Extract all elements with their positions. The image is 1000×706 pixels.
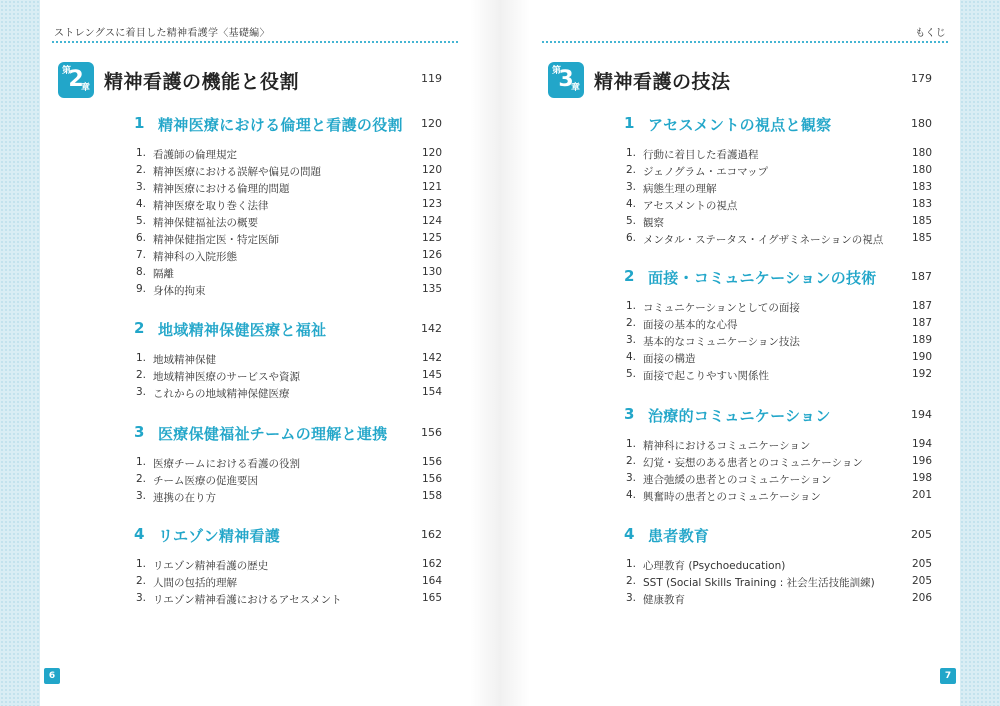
item-title: 精神保健指定医・特定医師 xyxy=(153,234,279,246)
item-title: 病態生理の理解 xyxy=(643,183,717,195)
item-title: 精神医療における誤解や偏見の問題 xyxy=(153,166,321,178)
item-page: 192 xyxy=(911,368,932,380)
section-number: 2 xyxy=(624,267,635,285)
item-title: 面接で起こりやすい関係性 xyxy=(643,370,769,382)
toc-item[interactable] xyxy=(136,490,442,506)
item-page: 120 xyxy=(421,147,442,159)
item-title: 看護師の倫理規定 xyxy=(153,149,237,161)
item-title: チーム医療の促進要因 xyxy=(153,475,258,487)
item-title: 精神科におけるコミュニケーション xyxy=(643,440,811,452)
chapter-number: 3 xyxy=(558,67,574,92)
chapter-page: 119 xyxy=(421,72,442,85)
toc-item[interactable] xyxy=(136,575,442,591)
toc-item[interactable] xyxy=(136,215,442,231)
toc-item[interactable] xyxy=(136,473,442,489)
chapter-badge-prefix: 第 xyxy=(62,66,72,76)
item-title: 精神医療における倫理的問題 xyxy=(153,183,290,195)
section-heading[interactable] xyxy=(134,113,442,135)
item-number: 4. xyxy=(626,489,637,501)
item-title: 行動に着目した看護過程 xyxy=(643,149,759,161)
item-number: 2. xyxy=(136,575,147,587)
section-title: 精神医療における倫理と看護の役割 xyxy=(158,116,403,134)
item-page: 156 xyxy=(421,456,442,468)
item-number: 3. xyxy=(626,334,637,346)
item-page: 180 xyxy=(911,147,932,159)
item-title: 精神保健福祉法の概要 xyxy=(153,217,258,229)
item-number: 1. xyxy=(626,300,637,312)
chapter-title: 精神看護の技法 xyxy=(594,71,731,93)
left-page xyxy=(40,0,470,706)
item-title: 隔離 xyxy=(153,268,174,280)
section-title: 医療保健福祉チームの理解と連携 xyxy=(158,425,388,443)
item-page: 145 xyxy=(421,369,442,381)
item-page: 198 xyxy=(911,472,932,484)
item-number: 1. xyxy=(626,558,637,570)
section-heading[interactable] xyxy=(624,266,932,288)
toc-item[interactable] xyxy=(626,455,932,471)
item-page: 194 xyxy=(911,438,932,450)
item-title: 医療チームにおける看護の役割 xyxy=(153,458,300,470)
item-title: 身体的拘束 xyxy=(153,285,206,297)
toc-item[interactable] xyxy=(626,368,932,384)
item-title: 面接の基本的な心得 xyxy=(643,319,738,331)
item-number: 2. xyxy=(626,575,637,587)
item-page: 154 xyxy=(421,386,442,398)
item-number: 2. xyxy=(626,317,637,329)
toc-item[interactable] xyxy=(626,592,932,608)
section-page: 180 xyxy=(911,117,932,130)
chapter-number: 2 xyxy=(68,67,84,92)
item-title: 基本的なコミュニケーション技法 xyxy=(643,336,800,348)
item-number: 3. xyxy=(626,592,637,604)
item-number: 6. xyxy=(626,232,637,244)
section-title: リエゾン精神看護 xyxy=(158,527,281,545)
item-page: 183 xyxy=(911,181,932,193)
item-title: ジェノグラム・エコマップ xyxy=(643,166,769,178)
item-page: 206 xyxy=(911,592,932,604)
section-number: 2 xyxy=(134,319,145,337)
right-margin-pattern xyxy=(960,0,1000,706)
toc-item[interactable] xyxy=(136,592,442,608)
item-title: メンタル・ステータス・イグザミネーションの視点 xyxy=(643,234,884,246)
item-number: 3. xyxy=(136,386,147,398)
toc-item[interactable] xyxy=(626,351,932,367)
item-number: 3. xyxy=(136,181,147,193)
chapter-badge-suffix: 章 xyxy=(570,83,580,93)
chapter-title: 精神看護の機能と役割 xyxy=(104,71,300,93)
item-page: 196 xyxy=(911,455,932,467)
chapter-heading[interactable] xyxy=(58,62,442,98)
item-title: 健康教育 xyxy=(643,594,685,606)
item-title: 観察 xyxy=(643,217,664,229)
item-number: 9. xyxy=(136,283,147,295)
item-page: 205 xyxy=(911,558,932,570)
section-page: 156 xyxy=(421,426,442,439)
item-page: 183 xyxy=(911,198,932,210)
page-number-right: 7 xyxy=(940,668,956,684)
section-title: アセスメントの視点と観察 xyxy=(648,116,832,134)
item-number: 3. xyxy=(136,490,147,502)
item-page: 165 xyxy=(421,592,442,604)
item-page: 205 xyxy=(911,575,932,587)
section-number: 3 xyxy=(624,405,635,423)
item-page: 156 xyxy=(421,473,442,485)
toc-item[interactable] xyxy=(136,352,442,368)
item-number: 2. xyxy=(136,473,147,485)
item-page: 189 xyxy=(911,334,932,346)
toc-item[interactable] xyxy=(626,334,932,350)
item-title: 地域精神医療のサービスや資源 xyxy=(153,371,300,383)
item-title: リエゾン精神看護の歴史 xyxy=(153,560,269,572)
item-title: 人間の包括的理解 xyxy=(153,577,237,589)
section-title: 面接・コミュニケーションの技術 xyxy=(648,269,877,287)
chapter-badge xyxy=(548,62,584,98)
item-number: 7. xyxy=(136,249,147,261)
item-number: 8. xyxy=(136,266,147,278)
section-title: 地域精神保健医療と福祉 xyxy=(158,321,327,339)
chapter-badge xyxy=(58,62,94,98)
toc-item[interactable] xyxy=(626,317,932,333)
item-page: 130 xyxy=(421,266,442,278)
item-title: 精神医療を取り巻く法律 xyxy=(153,200,269,212)
toc-item[interactable] xyxy=(136,164,442,180)
item-title: 連合弛緩の患者とのコミュニケーション xyxy=(643,474,832,486)
item-page: 158 xyxy=(421,490,442,502)
section-number: 3 xyxy=(134,423,145,441)
section-page: 120 xyxy=(421,117,442,130)
item-title: リエゾン精神看護におけるアセスメント xyxy=(153,594,342,606)
item-number: 4. xyxy=(626,198,637,210)
item-number: 2. xyxy=(136,164,147,176)
section-number: 1 xyxy=(134,114,145,132)
section-heading[interactable] xyxy=(134,422,442,444)
book-binding-shadow xyxy=(470,0,530,706)
item-page: 135 xyxy=(421,283,442,295)
toc-item[interactable] xyxy=(136,266,442,282)
section-heading[interactable] xyxy=(134,318,442,340)
item-number: 1. xyxy=(136,352,147,364)
item-title: これからの地域精神保健医療 xyxy=(153,388,290,400)
item-number: 5. xyxy=(136,215,147,227)
toc-item[interactable] xyxy=(136,386,442,402)
toc-item[interactable] xyxy=(136,558,442,574)
item-number: 5. xyxy=(626,368,637,380)
toc-item[interactable] xyxy=(626,164,932,180)
running-header: ストレングスに着目した精神看護学〈基礎編〉 xyxy=(54,28,270,39)
toc-item[interactable] xyxy=(136,147,442,163)
item-number: 3. xyxy=(626,472,637,484)
item-page: 123 xyxy=(421,198,442,210)
section-page: 194 xyxy=(911,408,932,421)
item-number: 4. xyxy=(626,351,637,363)
toc-item[interactable] xyxy=(626,147,932,163)
section-page: 142 xyxy=(421,322,442,335)
item-page: 125 xyxy=(421,232,442,244)
item-number: 6. xyxy=(136,232,147,244)
toc-item[interactable] xyxy=(626,472,932,488)
section-page: 205 xyxy=(911,528,932,541)
item-page: 201 xyxy=(911,489,932,501)
toc-item[interactable] xyxy=(626,198,932,214)
item-number: 1. xyxy=(136,558,147,570)
toc-item[interactable] xyxy=(626,438,932,454)
section-number: 4 xyxy=(134,525,145,543)
chapter-badge-prefix: 第 xyxy=(552,66,562,76)
item-number: 2. xyxy=(626,455,637,467)
section-heading[interactable] xyxy=(624,524,932,546)
toc-item[interactable] xyxy=(626,232,932,248)
item-number: 4. xyxy=(136,198,147,210)
item-page: 120 xyxy=(421,164,442,176)
toc-item[interactable] xyxy=(626,215,932,231)
item-number: 2. xyxy=(136,369,147,381)
section-heading[interactable] xyxy=(624,404,932,426)
page-number-left: 6 xyxy=(44,668,60,684)
section-page: 187 xyxy=(911,270,932,283)
section-number: 1 xyxy=(624,114,635,132)
item-page: 187 xyxy=(911,300,932,312)
item-page: 126 xyxy=(421,249,442,261)
right-page xyxy=(530,0,960,706)
toc-item[interactable] xyxy=(136,181,442,197)
item-page: 142 xyxy=(421,352,442,364)
item-title: 精神科の入院形態 xyxy=(153,251,237,263)
item-page: 164 xyxy=(421,575,442,587)
item-page: 124 xyxy=(421,215,442,227)
item-page: 187 xyxy=(911,317,932,329)
item-number: 3. xyxy=(626,181,637,193)
item-number: 5. xyxy=(626,215,637,227)
item-page: 190 xyxy=(911,351,932,363)
toc-item[interactable] xyxy=(626,575,932,591)
section-page: 162 xyxy=(421,528,442,541)
item-title: 心理教育 (Psychoeducation) xyxy=(643,560,786,572)
chapter-page: 179 xyxy=(911,72,932,85)
item-page: 185 xyxy=(911,232,932,244)
item-number: 1. xyxy=(136,456,147,468)
item-number: 2. xyxy=(626,164,637,176)
item-title: SST (Social Skills Training : 社会生活技能訓練) xyxy=(643,577,875,589)
toc-item[interactable] xyxy=(626,181,932,197)
header-dotted-rule xyxy=(542,41,948,43)
toc-item[interactable] xyxy=(136,198,442,214)
item-title: 面接の構造 xyxy=(643,353,696,365)
item-title: 興奮時の患者とのコミュニケーション xyxy=(643,491,821,503)
item-number: 1. xyxy=(626,147,637,159)
toc-item[interactable] xyxy=(626,300,932,316)
toc-item[interactable] xyxy=(136,369,442,385)
toc-item[interactable] xyxy=(136,232,442,248)
item-title: 幻覚・妄想のある患者とのコミュニケーション xyxy=(643,457,863,469)
item-page: 185 xyxy=(911,215,932,227)
toc-item[interactable] xyxy=(626,489,932,505)
chapter-badge-suffix: 章 xyxy=(80,83,90,93)
item-title: 地域精神保健 xyxy=(153,354,216,366)
item-page: 180 xyxy=(911,164,932,176)
item-number: 1. xyxy=(626,438,637,450)
item-page: 162 xyxy=(421,558,442,570)
section-number: 4 xyxy=(624,525,635,543)
toc-item[interactable] xyxy=(136,249,442,265)
section-title: 患者教育 xyxy=(648,527,710,545)
left-margin-pattern xyxy=(0,0,40,706)
toc-item[interactable] xyxy=(136,283,442,299)
toc-item[interactable] xyxy=(626,558,932,574)
running-header: もくじ xyxy=(915,28,946,39)
section-heading[interactable] xyxy=(134,524,442,546)
section-title: 治療的コミュニケーション xyxy=(648,407,831,425)
chapter-heading[interactable] xyxy=(548,62,932,98)
toc-item[interactable] xyxy=(136,456,442,472)
item-page: 121 xyxy=(421,181,442,193)
item-title: アセスメントの視点 xyxy=(643,200,738,212)
item-title: 連携の在り方 xyxy=(153,492,216,504)
header-dotted-rule xyxy=(52,41,458,43)
item-number: 3. xyxy=(136,592,147,604)
item-number: 1. xyxy=(136,147,147,159)
section-heading[interactable] xyxy=(624,113,932,135)
item-title: コミュニケーションとしての面接 xyxy=(643,302,800,314)
